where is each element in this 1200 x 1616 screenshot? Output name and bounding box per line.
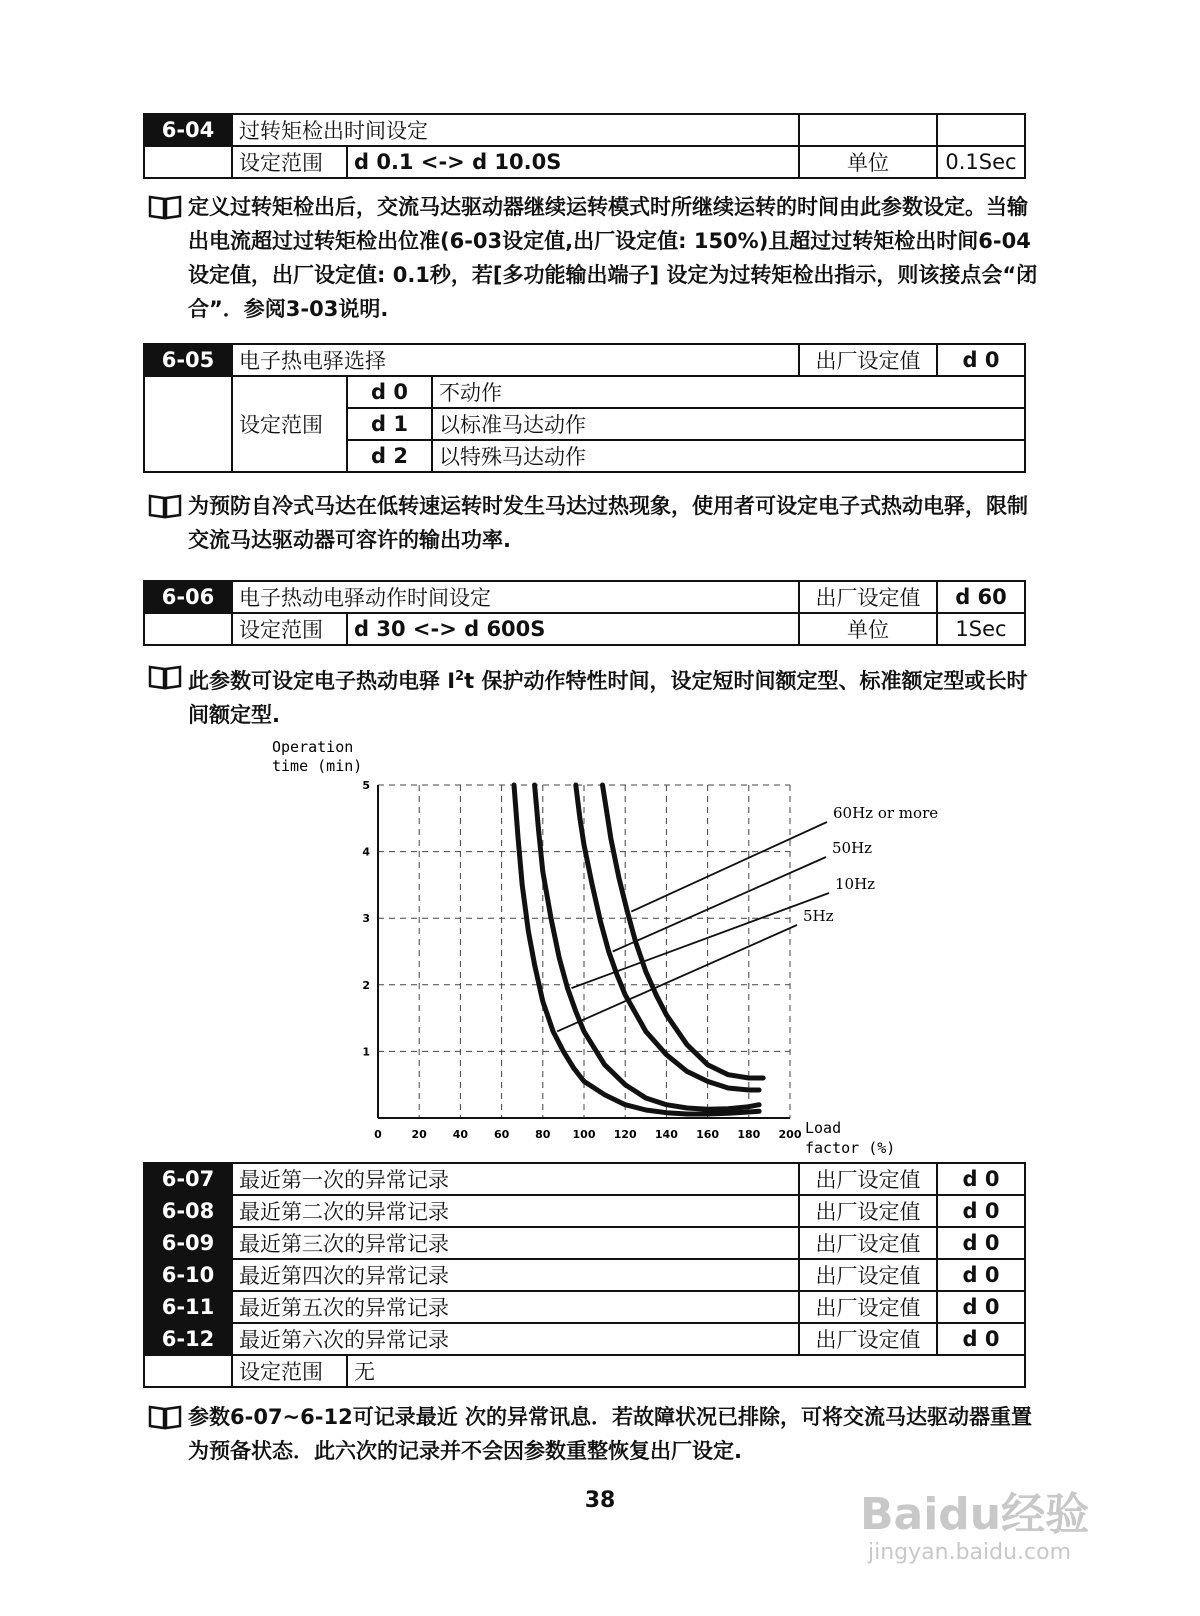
param-title: 最近第一次的异常记录 xyxy=(232,1163,799,1195)
x-tick-label: 40 xyxy=(452,1128,469,1141)
y-axis-label-line1: Operation xyxy=(272,738,354,756)
note-6-04 xyxy=(148,190,1038,326)
note-text-part: t 保护动作特性时间，设定短时间额定型、标准额定型或长时间额定型. xyxy=(188,669,1028,727)
default-label: 出厂设定值 xyxy=(799,1163,937,1195)
table-row xyxy=(144,1259,1025,1291)
param-title: 电子热电驿选择 xyxy=(232,344,799,376)
y-tick-label: 2 xyxy=(362,978,370,992)
param-title: 最近第六次的异常记录 xyxy=(232,1323,799,1355)
x-tick-label: 120 xyxy=(613,1128,637,1141)
default-value: d 0 xyxy=(937,1259,1025,1291)
book-icon xyxy=(148,194,182,220)
book-icon xyxy=(148,493,182,519)
table-row xyxy=(144,1163,1025,1195)
note-6-07-6-12 xyxy=(148,1400,1038,1468)
param-6-07-6-12-table xyxy=(143,1162,1026,1388)
default-label: 出厂设定值 xyxy=(799,1195,937,1227)
default-label: 出厂设定值 xyxy=(799,1323,937,1355)
range-value: d 30 <-> d 600S xyxy=(347,613,799,645)
unit-value: 1Sec xyxy=(937,613,1025,645)
x-tick-label: 100 xyxy=(572,1128,596,1141)
series-label: 10Hz xyxy=(835,875,876,893)
series-line xyxy=(603,785,764,1078)
param-code: 6-10 xyxy=(144,1259,232,1291)
operation-time-chart xyxy=(260,735,960,1160)
param-title: 最近第三次的异常记录 xyxy=(232,1227,799,1259)
x-tick-label: 60 xyxy=(493,1128,510,1141)
param-code: 6-06 xyxy=(144,581,232,613)
watermark-url: jingyan.baidu.com xyxy=(868,1540,1072,1565)
series-label: 5Hz xyxy=(803,907,834,925)
empty-cell xyxy=(144,146,232,178)
param-code: 6-11 xyxy=(144,1291,232,1323)
param-code: 6-08 xyxy=(144,1195,232,1227)
default-label: 出厂设定值 xyxy=(799,344,937,376)
param-6-05-table xyxy=(143,343,1026,473)
note-6-06 xyxy=(148,660,1038,732)
param-code: 6-04 xyxy=(144,114,232,146)
y-axis-label-line2: time (min) xyxy=(272,757,363,775)
range-label: 设定范围 xyxy=(232,1355,347,1387)
x-tick-label: 140 xyxy=(654,1128,678,1141)
x-tick-label: 180 xyxy=(737,1128,761,1141)
note-text: 定义过转矩检出后，交流马达驱动器继续运转模式时所继续运转的时间由此参数设定。当输出电流超过过转矩检出位准(6-03设定值,出厂设定值: 150%)且超过过转矩检出时间6-04设定值，出厂设定值: 0.1秒，若[多功能输出端子] 设定为过转矩检出指示，则该接点会“闭合”．参阅3-03说明. xyxy=(188,195,1038,321)
option-value: d 2 xyxy=(347,440,432,472)
note-text: 参数6-07~6-12可记录最近 次的异常讯息．若故障状况已排除，可将交流马达驱动器重置为预备状态．此六次的记录并不会因参数重整恢复出厂设定. xyxy=(188,1405,1033,1463)
watermark-logo: Baidu经验 xyxy=(860,1489,1090,1540)
option-value: d 1 xyxy=(347,408,432,440)
default-value: d 0 xyxy=(937,1195,1025,1227)
page-number: 38 xyxy=(584,1488,616,1513)
empty-cell xyxy=(144,376,232,472)
param-6-06-table xyxy=(143,580,1026,646)
param-title: 最近第四次的异常记录 xyxy=(232,1259,799,1291)
param-code: 6-12 xyxy=(144,1323,232,1355)
x-tick-label: 160 xyxy=(696,1128,720,1141)
default-label: 出厂设定值 xyxy=(799,581,937,613)
unit-label: 单位 xyxy=(799,613,937,645)
range-label: 设定范围 xyxy=(232,613,347,645)
note-text: 为预防自冷式马达在低转速运转时发生马达过热现象，使用者可设定电子式热动电驿，限制交流马达驱动器可容许的输出功率. xyxy=(188,494,1028,552)
param-code: 6-07 xyxy=(144,1163,232,1195)
y-tick-label: 1 xyxy=(362,1045,370,1059)
param-title: 最近第五次的异常记录 xyxy=(232,1291,799,1323)
series-pointer xyxy=(631,822,827,912)
book-icon xyxy=(148,664,182,690)
unit-label: 单位 xyxy=(799,146,937,178)
empty-cell xyxy=(937,114,1025,146)
table-row xyxy=(144,1323,1025,1355)
table-row xyxy=(144,1291,1025,1323)
note-text-part: 此参数可设定电子热动电驿 I xyxy=(188,669,456,693)
param-title: 电子热动电驿动作时间设定 xyxy=(232,581,799,613)
chart-labels xyxy=(362,779,938,1141)
empty-cell xyxy=(144,613,232,645)
param-title: 过转矩检出时间设定 xyxy=(232,114,799,146)
default-label: 出厂设定值 xyxy=(799,1259,937,1291)
default-value: d 60 xyxy=(937,581,1025,613)
table-row xyxy=(144,1227,1025,1259)
option-value: d 0 xyxy=(347,376,432,408)
empty-cell xyxy=(144,1355,232,1387)
series-label: 50Hz xyxy=(832,839,873,857)
x-tick-label: 200 xyxy=(778,1128,802,1141)
note-6-05 xyxy=(148,489,1038,557)
default-label: 出厂设定值 xyxy=(799,1227,937,1259)
default-value: d 0 xyxy=(937,1163,1025,1195)
table-row xyxy=(144,1195,1025,1227)
range-value: 无 xyxy=(347,1355,1025,1387)
default-value: d 0 xyxy=(937,344,1025,376)
default-value: d 0 xyxy=(937,1291,1025,1323)
book-icon xyxy=(148,1404,182,1430)
unit-value: 0.1Sec xyxy=(937,146,1025,178)
x-axis-label-line1: Load xyxy=(805,1119,842,1137)
range-value: d 0.1 <-> d 10.0S xyxy=(347,146,799,178)
option-desc: 不动作 xyxy=(432,376,1025,408)
x-tick-label: 80 xyxy=(535,1128,551,1141)
x-tick-label: 0 xyxy=(374,1128,382,1141)
x-axis-label-line2: factor (%) xyxy=(805,1139,896,1157)
y-tick-label: 3 xyxy=(362,912,370,926)
option-desc: 以特殊马达动作 xyxy=(432,440,1025,472)
param-title: 最近第二次的异常记录 xyxy=(232,1195,799,1227)
series-label: 60Hz or more xyxy=(833,804,939,822)
option-desc: 以标准马达动作 xyxy=(432,408,1025,440)
param-code: 6-09 xyxy=(144,1227,232,1259)
watermark xyxy=(860,1490,1089,1565)
default-value: d 0 xyxy=(937,1323,1025,1355)
series-pointer xyxy=(557,925,797,1031)
x-tick-label: 20 xyxy=(411,1128,427,1141)
empty-cell xyxy=(799,114,937,146)
default-label: 出厂设定值 xyxy=(799,1291,937,1323)
superscript: 2 xyxy=(455,669,465,684)
y-tick-label: 5 xyxy=(362,779,370,792)
param-6-04-table xyxy=(143,113,1026,179)
y-tick-label: 4 xyxy=(362,845,370,859)
range-label: 设定范围 xyxy=(232,376,347,472)
range-label: 设定范围 xyxy=(232,146,347,178)
note-text xyxy=(188,660,1038,732)
param-code: 6-05 xyxy=(144,344,232,376)
series-line xyxy=(576,785,759,1090)
chart-series xyxy=(514,785,829,1114)
default-value: d 0 xyxy=(937,1227,1025,1259)
